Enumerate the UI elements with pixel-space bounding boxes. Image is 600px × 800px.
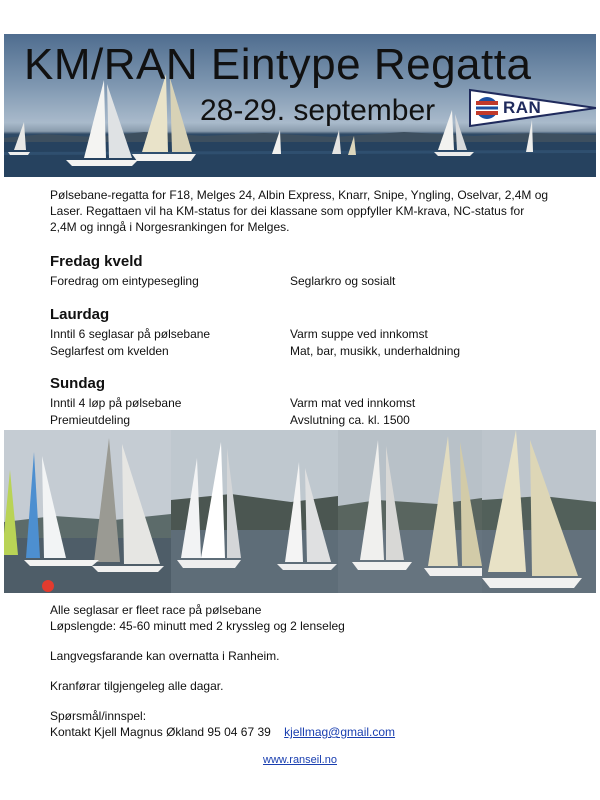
schedule-row — [50, 412, 570, 429]
info-line: Langvegsfarande kan overnatta i Ranheim. — [50, 649, 280, 663]
schedule-right: Avslutning ca. kl. 1500 — [290, 413, 410, 427]
section-fredag — [50, 253, 570, 290]
contact-email-link[interactable]: kjellmag@gmail.com — [284, 725, 396, 739]
footer — [0, 754, 600, 766]
regatta-photo-1 — [4, 430, 171, 593]
info-line: Kranførar tilgjengeleg alle dagar. — [50, 679, 224, 693]
contact-name-phone: Kontakt Kjell Magnus Økland 95 04 67 39 — [50, 725, 271, 739]
schedule-row — [50, 273, 570, 290]
schedule-left: Premieutdeling — [50, 413, 131, 427]
intro-block — [50, 187, 550, 235]
regatta-photo-2 — [171, 430, 338, 593]
header-banner — [4, 34, 596, 177]
schedule-right: Varm suppe ved innkomst — [290, 327, 428, 341]
photo-strip — [4, 430, 596, 593]
schedule-row — [50, 343, 570, 360]
schedule-left: Foredrag om eintypesegling — [50, 274, 199, 288]
event-date: 28-29. september — [200, 94, 436, 127]
schedule-row — [50, 395, 570, 412]
schedule-row — [50, 326, 570, 343]
schedule-right: Mat, bar, musikk, underhaldning — [290, 344, 461, 358]
schedule-left: Inntil 4 løp på pølsebane — [50, 396, 182, 410]
schedule-left: Seglarfest om kvelden — [50, 344, 169, 358]
regatta-photo-3 — [338, 430, 482, 593]
website-link[interactable]: www.ranseil.no — [263, 754, 337, 766]
info-line: Løpslengde: 45-60 minutt med 2 kryssleg og 2 lenseleg — [50, 619, 345, 633]
info-line: Alle seglasar er fleet race på pølsebane — [50, 603, 262, 617]
schedule-right: Seglarkro og sosialt — [290, 274, 396, 288]
section-title: Fredag kveld — [50, 253, 143, 270]
section-laurdag — [50, 306, 570, 360]
section-title: Laurdag — [50, 306, 110, 323]
logo-text: RAN — [503, 98, 542, 117]
schedule-right: Varm mat ved innkomst — [290, 396, 416, 410]
regatta-photo-4 — [482, 430, 596, 593]
contact-line — [50, 724, 550, 740]
schedule-left: Inntil 6 seglasar på pølsebane — [50, 327, 211, 341]
intro-paragraph: Pølsebane-regatta for F18, Melges 24, Albin Express, Knarr, Snipe, Yngling, Oselvar, 2,4M og Laser. Regattaen vil ha KM-status for dei klassane som oppfyller KM-krava, NC-status for 2,4M og inngå i Norgesrankingen for Melges. — [50, 188, 549, 234]
info-block — [50, 602, 550, 740]
event-title: KM/RAN Eintype Regatta — [24, 40, 532, 89]
questions-label: Spørsmål/innspel: — [50, 709, 147, 723]
section-sundag — [50, 375, 570, 429]
section-title: Sundag — [50, 375, 105, 392]
